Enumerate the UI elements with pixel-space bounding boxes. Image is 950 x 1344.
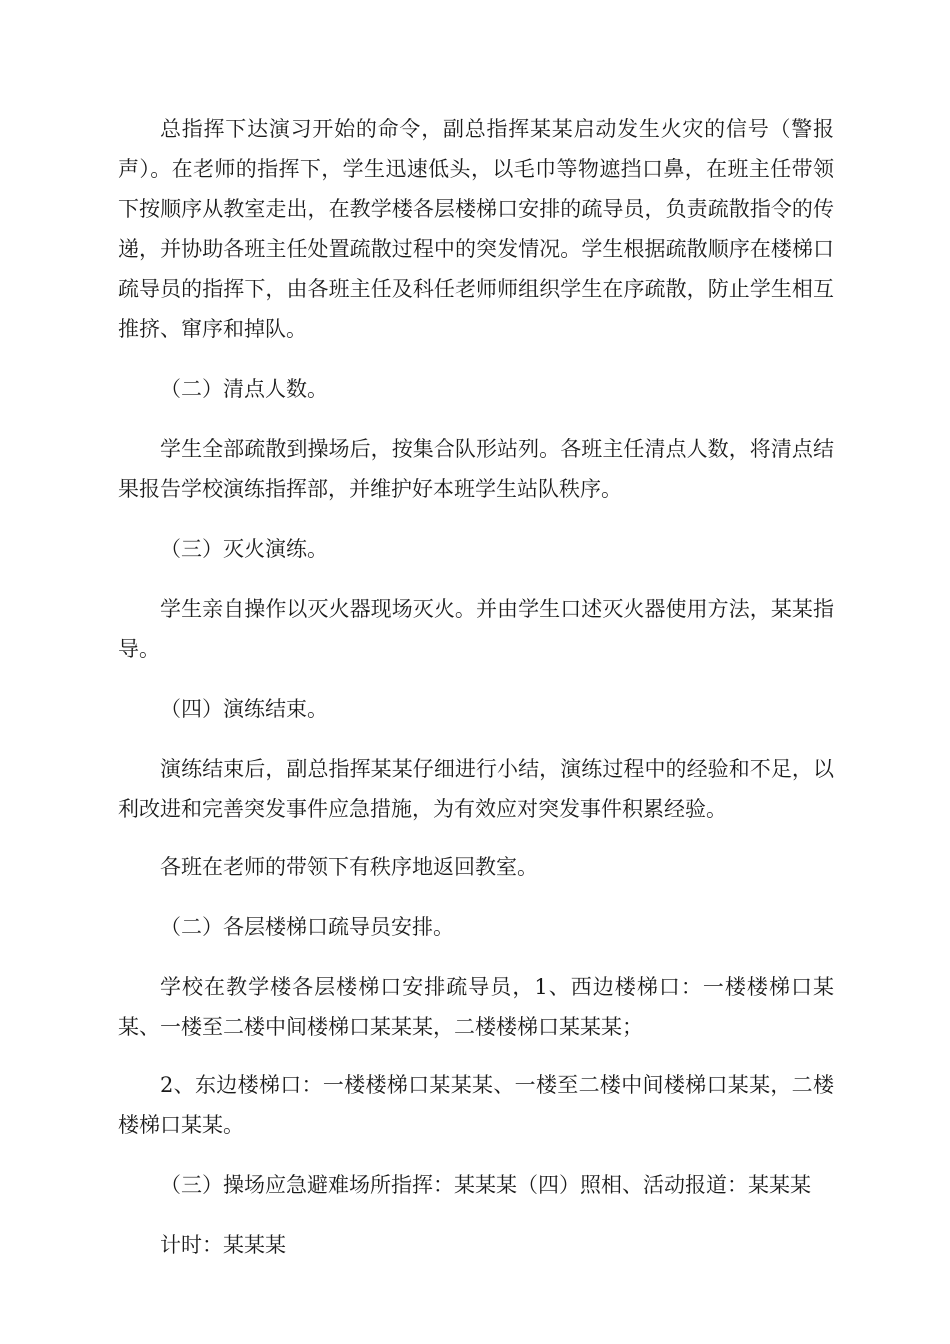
paragraph-playground-command: （三）操场应急避难场所指挥：某某某（四）照相、活动报道：某某某 [160,1173,811,1197]
heading-fire-drill: （三）灭火演练。 [160,537,328,561]
heading-stair-guides: （二）各层楼梯口疏导员安排。 [160,915,454,939]
document-page [118,109,834,1265]
paragraph-drill-end: 演练结束后，副总指挥某某仔细进行小结，演练过程中的经验和不足，以利改进和完善突发事件应急措施，为有效应对突发事件积累经验。 [118,757,834,821]
heading-drill-end: （四）演练结束。 [160,697,328,721]
paragraph-timekeeper: 计时：某某某 [160,1233,286,1257]
paragraph-east-stairs: 2、东边楼梯口：一楼楼梯口某某某、一楼至二楼中间楼梯口某某，二楼楼梯口某某。 [118,1073,834,1137]
paragraph-headcount: 学生全部疏散到操场后，按集合队形站列。各班主任清点人数，将清点结果报告学校演练指挥部，并维护好本班学生站队秩序。 [118,437,834,501]
paragraph-return-classroom: 各班在老师的带领下有秩序地返回教室。 [160,855,538,879]
heading-headcount: （二）清点人数。 [160,377,328,401]
paragraph-evacuation-procedure: 总指挥下达演习开始的命令，副总指挥某某启动发生火灾的信号（警报声）。在老师的指挥下，学生迅速低头，以毛巾等物遮挡口鼻，在班主任带领下按顺序从教室走出，在教学楼各层楼梯口安排的疏导员，负责疏散指令的传递，并协助各班主任处置疏散过程中的突发情况。学生根据疏散顺序在楼梯口疏导员的指挥下，由各班主任及科任老师师组织学生在序疏散，防止学生相互推挤、窜序和掉队。 [118,117,834,341]
paragraph-west-stairs: 学校在教学楼各层楼梯口安排疏导员，1、西边楼梯口：一楼楼梯口某某、一楼至二楼中间楼梯口某某某，二楼楼梯口某某某； [118,975,834,1039]
paragraph-fire-drill: 学生亲自操作以灭火器现场灭火。并由学生口述灭火器使用方法，某某指导。 [118,597,834,661]
